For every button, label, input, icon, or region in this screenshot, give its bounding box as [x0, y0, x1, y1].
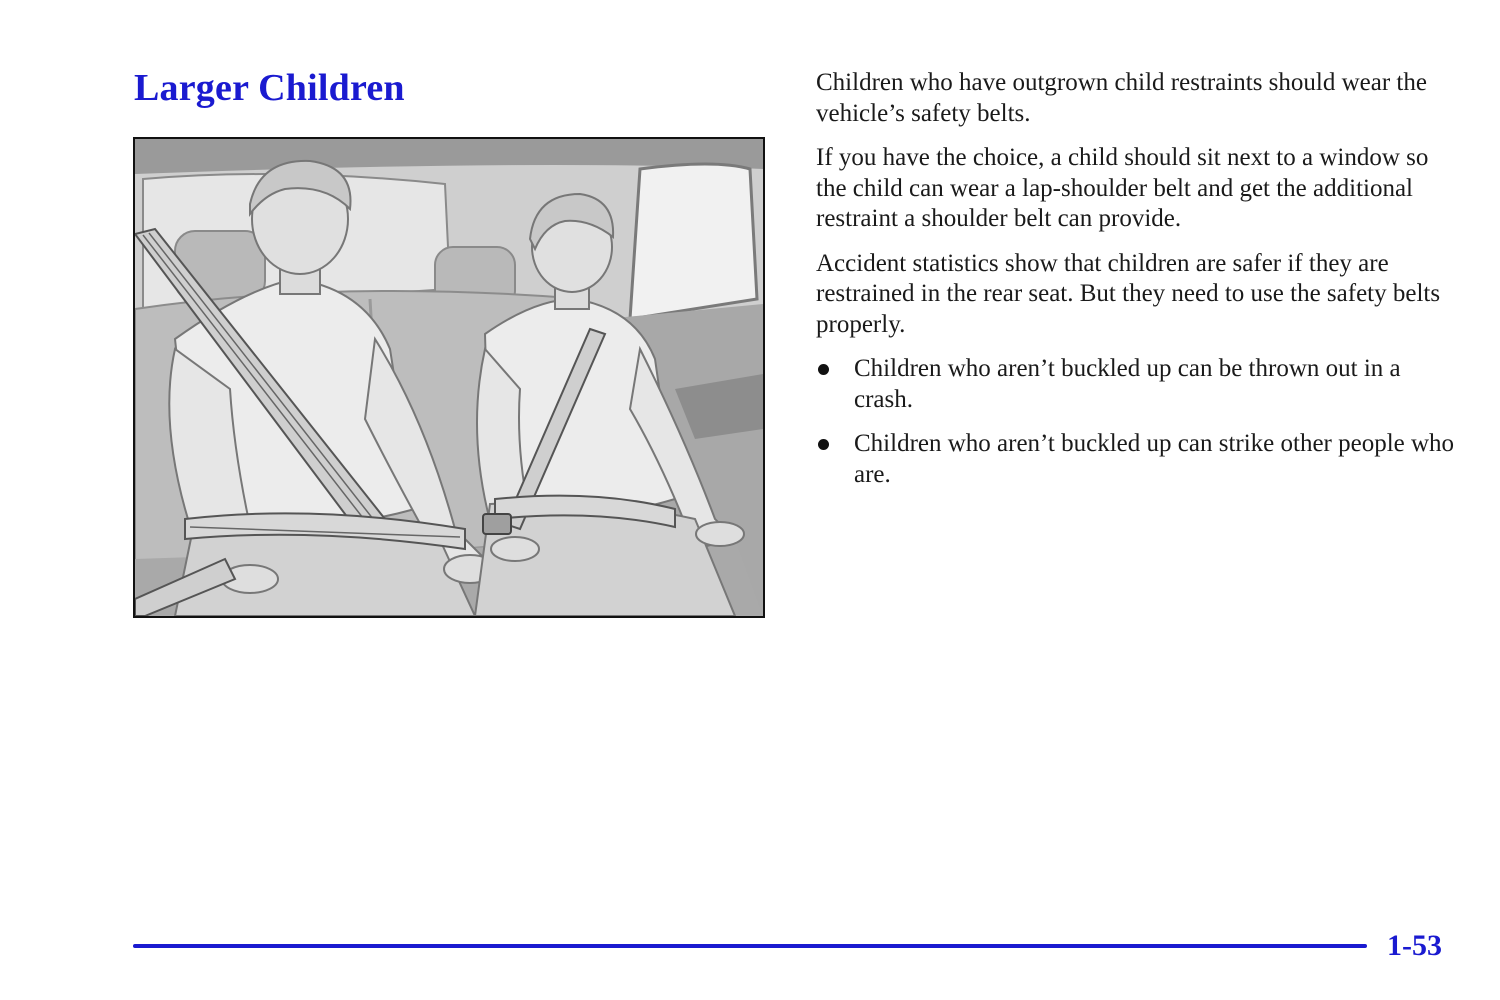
page-number: 1-53	[1387, 929, 1442, 962]
body-text-column	[816, 68, 1456, 504]
bullet-icon	[818, 439, 829, 450]
bullet-list	[816, 354, 1456, 490]
paragraph-outgrown-restraints: Children who have outgrown child restraints should wear the vehicle’s safety belts.	[816, 69, 1427, 127]
paragraph-window-seat: If you have the choice, a child should sit next to a window so the child can wear a lap-shoulder belt and get the additional restraint a shoulder belt can provide.	[816, 144, 1429, 232]
bullet-text: Children who aren’t buckled up can strike other people who are.	[854, 430, 1455, 488]
page-title: Larger Children	[134, 67, 405, 109]
bullet-text: Children who aren’t buckled up can be thrown out in a crash.	[854, 355, 1401, 413]
list-item	[816, 429, 1456, 490]
illustration-children-seat-belts	[133, 137, 765, 618]
paragraph-accident-statistics: Accident statistics show that children are safer if they are restrained in the rear seat. But they need to use the safety belts properly.	[816, 249, 1441, 338]
footer-divider	[133, 944, 1367, 948]
bullet-icon	[818, 364, 829, 375]
list-item	[816, 354, 1456, 415]
